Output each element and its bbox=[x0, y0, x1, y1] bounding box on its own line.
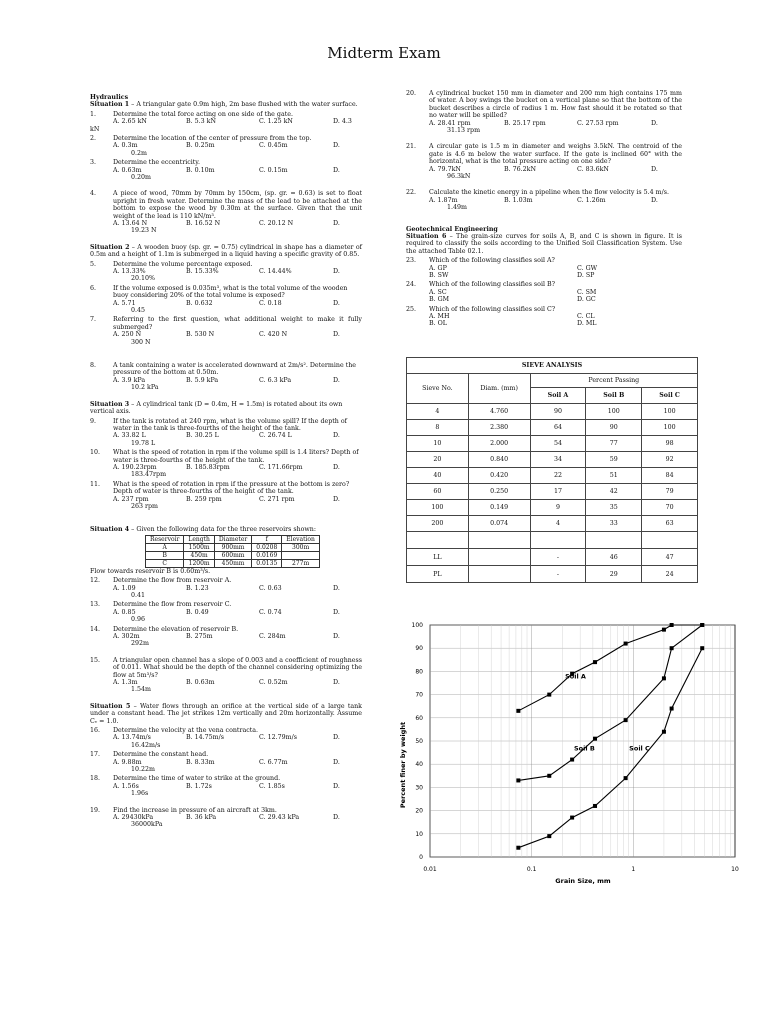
x-axis-label: Grain Size, mm bbox=[555, 877, 611, 885]
series-labels bbox=[565, 672, 650, 752]
y-tick-label: 20 bbox=[415, 807, 423, 815]
question-23: 23. Which of the following classifies soil A? A. GP C. GW B. SW D. SP bbox=[406, 257, 598, 280]
data-point bbox=[670, 646, 674, 650]
y-tick-label: 0 bbox=[419, 854, 423, 861]
series-line-2 bbox=[518, 625, 702, 711]
hydraulics-heading: Hydraulics bbox=[90, 94, 129, 101]
table-row: 4 4.760 90 100 100 bbox=[407, 404, 698, 420]
data-point bbox=[516, 778, 520, 782]
situation-1: Situation 1 – A triangular gate 0.9m high, 2m base flushed with the water surface. bbox=[90, 101, 358, 109]
sieve-col-header: Sieve No. bbox=[407, 374, 469, 404]
question-20: 20. A cylindrical bucket 150 mm in diameter and 200 mm high contains 175 mm of water. A boy swings the bucket on a vertical plane so that the bottom of the bucket describes a circle of radius 1 m. How fast should it be rotated so that no water will be spilled? A. 28.41 rpm B. 25.17 rpm C. 27.53 rpm D. 31.13 rpm bbox=[406, 90, 682, 135]
x-tick-label: 0.1 bbox=[526, 866, 537, 873]
question-4: 4. A piece of wood, 70mm by 70mm by 150cm, (sp. gr. = 0.63) is set to float upright in fresh water. Determine the mass of the lead to be attached at the bottom to expose the wood by 0.30m at the surface. Given that the unit weight of the lead is 110 kN/m³. A. 13.64 N B. 16.52 N C. 20.12 N D. 19.23 N bbox=[90, 190, 362, 235]
soil-b-header: Soil B bbox=[586, 388, 642, 404]
data-point bbox=[516, 709, 520, 713]
sieve-table-title: SIEVE ANALYSIS bbox=[407, 358, 698, 374]
question-16: 16. Determine the velocity at the vena contracta. A. 13.74m/s B. 14.75m/s C. 12.79m/s D. 16.42m/s bbox=[90, 726, 340, 749]
question-24: 24. Which of the following classifies soil B? A. SC C. SM B. GM D. GC bbox=[406, 281, 597, 304]
question-11: 11. What is the speed of rotation in rpm if the pressure at the bottom is zero? Depth of water is three-fourths of the height of the tank. A. 237 rpm B. 259 rpm C. 271 rpm D. 263 rpm bbox=[90, 480, 350, 510]
question-7: 7. Referring to the first question, what additional weight to make it fully submerged? A. 250 N B. 530 N C. 420 N D. 300 N bbox=[90, 316, 362, 346]
situation-5: Situation 5 – Water flows through an orifice at the vertical side of a large tank under a constant head. The jet strikes 12m vertically and 20m horizontally. Assume Cᵥ = 1.0. bbox=[90, 702, 362, 725]
data-point bbox=[700, 646, 704, 650]
y-tick-labels bbox=[412, 622, 424, 861]
ll-row: LL - 46 47 bbox=[407, 549, 698, 566]
data-point bbox=[624, 718, 628, 722]
y-tick-label: 10 bbox=[415, 830, 423, 838]
data-point bbox=[662, 730, 666, 734]
table-row: A 1500m 900mm 0.0208 300m bbox=[146, 543, 320, 551]
grain-size-chart bbox=[396, 615, 746, 890]
y-tick-label: 70 bbox=[415, 691, 423, 699]
right-column bbox=[406, 90, 682, 328]
sieve-analysis-table bbox=[406, 357, 698, 583]
question-6: 6. If the volume exposed is 0.035m³, what is the total volume of the wooden buoy considering 20% of the total volume is exposed? A. 5.71 B. 0.632 C. 0.18 D. 0.45 bbox=[90, 284, 348, 315]
table-row: 40 0.420 22 51 84 bbox=[407, 468, 698, 484]
y-tick-label: 60 bbox=[415, 714, 423, 722]
situation-4: Situation 4 – Given the following data for the three reservoirs shown: bbox=[90, 526, 316, 534]
question-1: 1. Determine the total force acting on one side of the gate. A. 2.65 kN B. 5.3 kN C. 1.25 kN D. 4.3 bbox=[90, 110, 352, 126]
question-12: 12. Determine the flow from reservoir A. A. 1.09 B. 1.23 C. 0.63 D. 0.41 bbox=[90, 577, 340, 599]
y-tick-label: 30 bbox=[415, 784, 423, 792]
question-2: 2. Determine the location of the center of pressure from the top. A. 0.3m B. 0.25m C. 0.45m D. 0.2m bbox=[90, 135, 340, 157]
data-point bbox=[593, 804, 597, 808]
percent-passing-header: Percent Passing bbox=[530, 374, 697, 388]
y-axis-label: Percent finer by weight bbox=[399, 721, 407, 809]
data-point bbox=[516, 846, 520, 850]
table-row: C 1200m 450mm 0.0135 277m bbox=[146, 559, 320, 567]
series-label: Soil B bbox=[573, 744, 595, 753]
question-9: 9. If the tank is rotated at 240 rpm, what is the volume spill? If the depth of water in the tank is three-fourths of the height of the tank. A. 33.82 L B. 30.25 L C. 26.74 L D. 19.78 L bbox=[90, 417, 347, 447]
soil-a-header: Soil A bbox=[530, 388, 586, 404]
x-tick-label: 0.01 bbox=[423, 866, 437, 873]
diam-col-header: Diam. (mm) bbox=[468, 374, 530, 404]
chart-grid bbox=[430, 625, 735, 857]
left-column bbox=[90, 94, 362, 829]
question-8: 8. A tank containing a water is accelerated downward at 2m/s². Determine the pressure of the bottom at 0.50m. A. 3.9 kPa B. 5.9 kPa C. 6.3 kPa D. 10.2 kPa bbox=[90, 362, 356, 392]
question-13: 13. Determine the flow from reservoir C. A. 0.85 B. 0.49 C. 0.74 D. 0.96 bbox=[90, 601, 340, 624]
y-tick-label: 50 bbox=[415, 738, 423, 745]
x-tick-label: 10 bbox=[731, 866, 739, 873]
table-row: B 450m 600mm 0.0169 bbox=[146, 551, 320, 559]
data-point bbox=[570, 816, 574, 820]
series-line-0 bbox=[518, 648, 702, 848]
x-tick-labels bbox=[423, 866, 739, 873]
y-tick-label: 80 bbox=[415, 668, 423, 676]
question-17: 17. Determine the constant head. A. 9.88m B. 8.33m C. 6.77m D. 10.22m bbox=[90, 751, 340, 773]
series-label: Soil C bbox=[629, 744, 650, 753]
question-14: 14. Determine the elevation of reservoir B. A. 302m B. 275m C. 284m D. 292m bbox=[90, 625, 340, 648]
data-point bbox=[593, 660, 597, 664]
data-point bbox=[547, 774, 551, 778]
question-25: 25. Which of the following classifies soil C? A. MH C. CL B. OL D. ML bbox=[406, 305, 597, 328]
data-point bbox=[662, 628, 666, 632]
table-row: 8 2.380 64 90 100 bbox=[407, 420, 698, 436]
situation-2: Situation 2 – A wooden buoy (sp. gr. = 0.75) cylindrical in shape has a diameter of 0.5m and a height of 1.1m is submerged in a liquid having a specific gravity of 0.85. bbox=[90, 243, 362, 259]
question-10: 10. What is the speed of rotation in rpm if the volume spill is 1.4 liters? Depth of water is three-fourths of the height of the tank. A. 190.23rpm B. 185.83rpm C. 171.66rpm D. 183.47rpm bbox=[90, 449, 359, 479]
chart-series bbox=[516, 623, 704, 850]
data-point bbox=[624, 642, 628, 646]
question-1-d-cont: kN bbox=[90, 125, 100, 133]
table-row: 10 2.000 54 77 98 bbox=[407, 436, 698, 452]
question-21: 21. A circular gate is 1.5 m in diameter and weighs 3.5kN. The centroid of the gate is 4.6 m below the water surface. If the gate is inclined 60° with the horizontal, what is the total pressure acting on one side? A. 79.7kN B. 76.2kN C. 83.6kN D. 96.3kN bbox=[406, 143, 682, 181]
data-point bbox=[547, 693, 551, 697]
data-point bbox=[593, 737, 597, 741]
table-row: 60 0.250 17 42 79 bbox=[407, 484, 698, 500]
flow-note: Flow towards reservoir B is 0.60m³/s. bbox=[90, 567, 211, 575]
soil-c-header: Soil C bbox=[642, 388, 698, 404]
table-row: 200 0.074 4 33 63 bbox=[407, 516, 698, 532]
series-label: Soil A bbox=[565, 672, 586, 681]
page-title: Midterm Exam bbox=[327, 44, 441, 62]
question-22: 22. Calculate the kinetic energy in a pipeline when the flow velocity is 5.4 m/s. A. 1.87m B. 1.03m C. 1.26m D. 1.49m bbox=[406, 189, 669, 212]
table-row: 100 0.149 9 35 70 bbox=[407, 500, 698, 516]
question-15: 15. A triangular open channel has a slope of 0.003 and a coefficient of roughness of 0.011. What should be the depth of the channel considering optimizing the flow at 5m³/s? A. 1.3m B. 0.63m C. 0.52m D. 1.54m bbox=[90, 656, 362, 694]
y-tick-label: 40 bbox=[415, 761, 423, 769]
data-point bbox=[547, 834, 551, 838]
data-point bbox=[670, 623, 674, 627]
reservoir-table bbox=[145, 535, 320, 568]
question-18: 18. Determine the time of water to strike at the ground. A. 1.56s B. 1.72s C. 1.85s D. 1.96s bbox=[90, 775, 340, 798]
situation-3: Situation 3 – A cylindrical tank (D = 0.4m, H = 1.5m) is rotated about its own vertical axis. bbox=[90, 400, 343, 416]
data-point bbox=[662, 676, 666, 680]
question-19: 19. Find the increase in pressure of an aircraft at 3km. A. 29430kPa B. 36 kPa C. 29.43 kPa D. 36000kPa bbox=[90, 806, 340, 829]
data-point bbox=[670, 707, 674, 711]
data-point bbox=[570, 758, 574, 762]
pl-row: PL - 29 24 bbox=[407, 566, 698, 583]
geotechnical-heading: Geotechnical Engineering bbox=[406, 225, 498, 233]
x-tick-label: 1 bbox=[631, 866, 636, 873]
table-row: 20 0.840 34 59 92 bbox=[407, 452, 698, 468]
data-point bbox=[624, 776, 628, 780]
data-point bbox=[700, 623, 704, 627]
question-3: 3. Determine the eccentricity. A. 0.63m B. 0.10m C. 0.15m D. 0.20m bbox=[90, 159, 340, 182]
question-5: 5. Determine the volume percentage exposed. A. 13.33% B. 15.33% C. 14.44% D. 20.10% bbox=[90, 260, 340, 283]
reservoir-table-header: Reservoir Length Diameter f Elevation bbox=[146, 535, 320, 543]
y-tick-label: 90 bbox=[415, 645, 423, 653]
situation-6: Situation 6 – The grain-size curves for soils A, B, and C is shown in figure. It is required to classify the soils according to the Unified Soil Classification System. Use the attached Table 02.1. bbox=[406, 233, 682, 255]
y-tick-label: 100 bbox=[411, 622, 423, 629]
